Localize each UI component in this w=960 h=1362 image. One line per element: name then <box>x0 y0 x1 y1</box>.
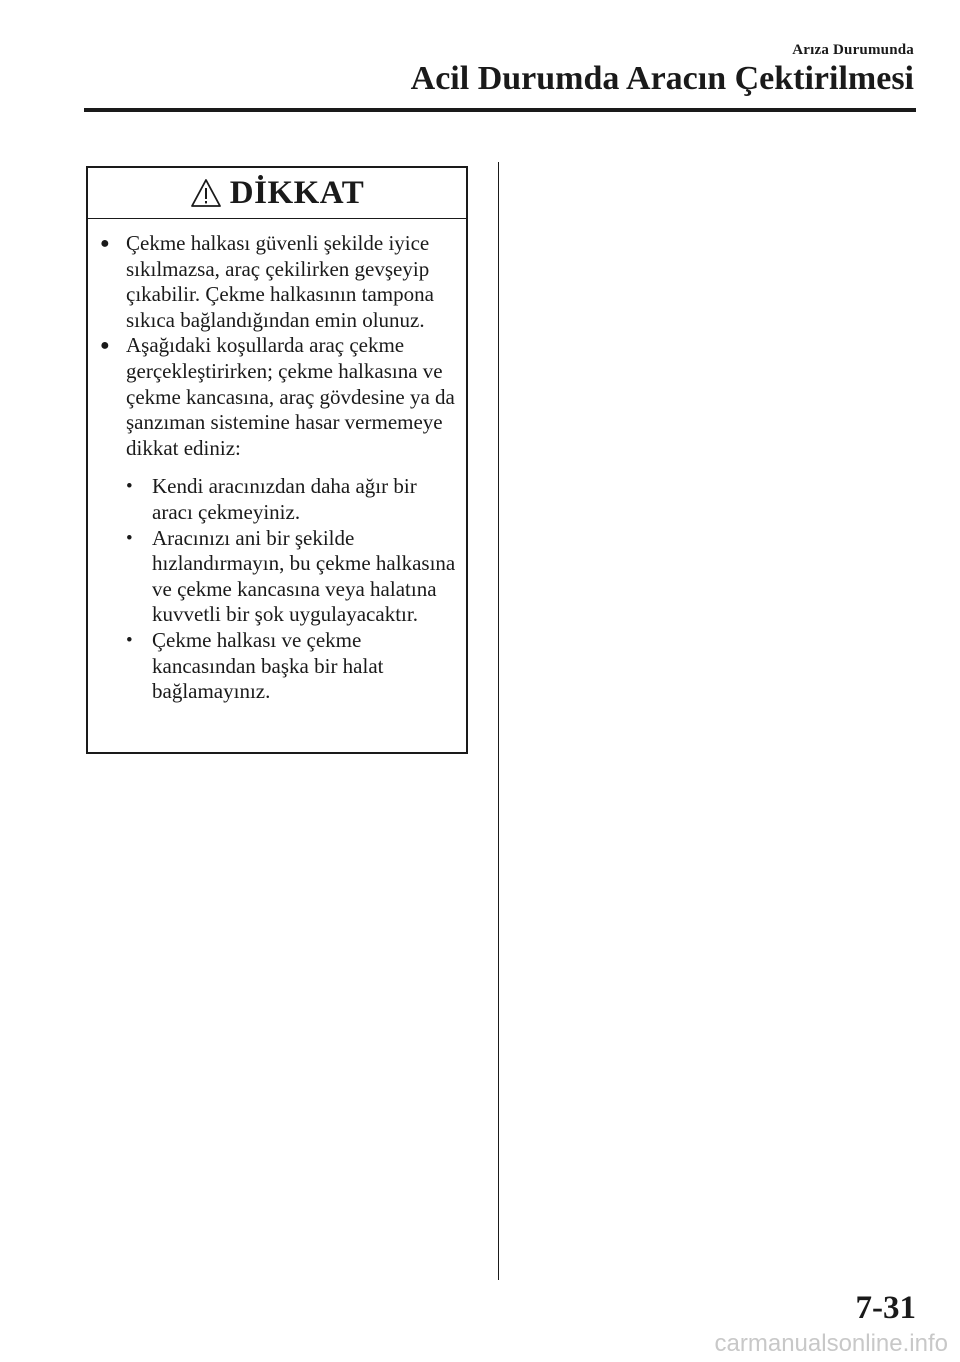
watermark: carmanualsonline.info <box>714 1330 948 1357</box>
chapter-title: Acil Durumda Aracın Çektirilmesi <box>410 60 914 97</box>
sub-list-item-text: Aracınızı ani bir şekilde hızlandırmayın, bu çekme halkasına ve çekme kancasına veya halatına kuvvetli bir şok uygulayacaktır. <box>152 525 456 627</box>
list-item-text: Aşağıdaki koşullarda araç çekme gerçekleştirirken; çekme halkasına ve çekme kancasına, araç gövdesine ya da şanzıman sistemine hasar vermemeye dikkat ediniz: <box>126 333 455 460</box>
sub-list-item <box>126 628 456 705</box>
list-item <box>100 231 456 333</box>
header-rule <box>84 108 916 112</box>
page-number: 7-31 <box>855 1290 916 1326</box>
sub-list-item-text: Çekme halkası ve çekme kancasından başka bir halat bağlamayınız. <box>152 627 384 704</box>
sub-list <box>100 474 456 704</box>
section-label: Arıza Durumunda <box>792 42 914 58</box>
sub-bullet-icon: • <box>126 527 133 549</box>
sub-bullet-icon: • <box>126 476 133 498</box>
column-divider <box>498 162 499 1280</box>
caution-header <box>88 168 466 219</box>
caution-box <box>86 166 468 754</box>
sub-bullet-icon: • <box>126 629 133 651</box>
list-item <box>100 333 456 461</box>
bullet-icon: ● <box>100 337 110 355</box>
bullet-icon: ● <box>100 235 110 252</box>
sub-list-item <box>126 526 456 628</box>
caution-title: DİKKAT <box>229 174 365 211</box>
warning-triangle-icon <box>190 178 222 208</box>
sub-list-item <box>126 474 456 525</box>
caution-body <box>88 219 466 705</box>
list-item-text: Çekme halkası güvenli şekilde iyice sıkılmazsa, araç çekilirken gevşeyip çıkabilir. Çekme halkasının tampona sıkıca bağlandığından emin olunuz. <box>126 231 434 332</box>
sub-list-item-text: Kendi aracınızdan daha ağır bir aracı çekmeyiniz. <box>152 474 417 524</box>
